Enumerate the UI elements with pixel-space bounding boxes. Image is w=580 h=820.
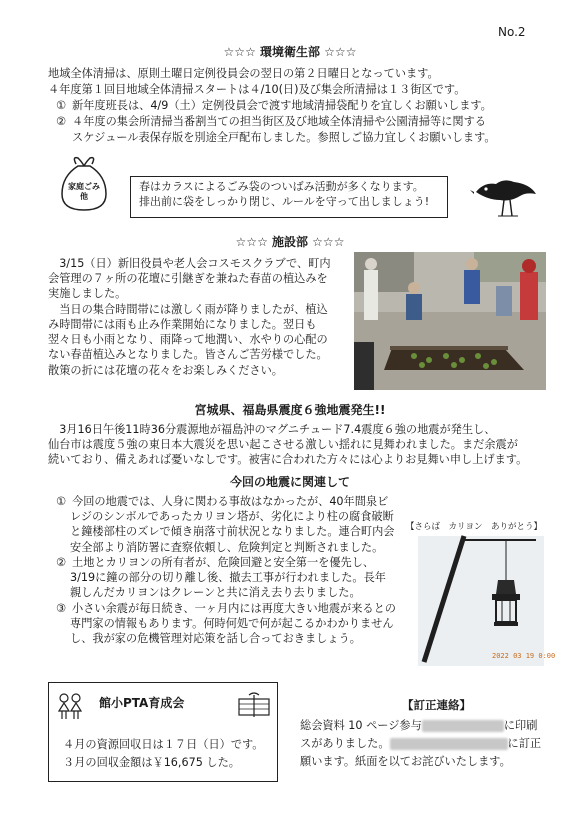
redacted-name-1 <box>422 720 504 732</box>
env-item-2-text-2: スケジュール表保存版を別途全戸配布しました。参照しご協力宜しくお願いします。 <box>72 131 496 144</box>
quake-item-1-line-1: 今回の地震では、人身に関わる事故はなかったが、40年間泉ビ <box>72 495 389 508</box>
env-line-2: ４年度第１回目地域全体清掃スタートは４/10(日)及び集会所清掃は１３街区です。 <box>48 83 466 96</box>
env-item-1 <box>56 98 492 113</box>
recycle-bundle-icon <box>237 691 271 719</box>
env-item-2-num: ② <box>56 115 67 128</box>
quake-item-1-line-4: 安全部より消防署に査察依頼し、危険判定と判断されました。 <box>70 540 384 554</box>
garbage-bag-illustration <box>56 154 112 214</box>
page-number: No.2 <box>498 25 526 39</box>
correction-line-1-a: 総会資料 10 ページ参与 <box>300 719 422 732</box>
correction-line-2-a: スがありました。 <box>300 737 390 750</box>
facility-line-2: 会管理の７ヶ所の花壇に引継ぎを兼ねた春苗の植込みを <box>48 272 328 286</box>
quake-item-2 <box>56 555 396 570</box>
quake-line-3: 続いており、備えあれば憂いなしです。被害に合われた方々には心よりお見舞い申し上げます。 <box>48 453 528 467</box>
garbage-bag-label: 家庭ごみ 他 <box>68 182 100 202</box>
quake-item-2-line-3: 親しんだカリヨンはクレーンと共に消え去り去りました。 <box>70 586 361 600</box>
correction-line-2 <box>300 736 541 751</box>
facility-line-5: み時間帯には雨も止み作業開始になりました。翌日も <box>48 317 317 331</box>
quake-item-2-line-1: 土地とカリヨンの所有者が、危険回避と安全第一を優先し、 <box>72 555 375 569</box>
quake-item-3-line-2: 専門家の情報もあります。何時何処で何が起こるかわかりません <box>70 616 394 630</box>
garden-planting-photo <box>354 252 546 390</box>
env-item-2 <box>56 114 486 129</box>
pta-line-2: ３月の回収金額は￥16,675 した。 <box>63 756 240 769</box>
redacted-name-2 <box>390 738 508 750</box>
correction-title: 【訂正連絡】 <box>402 698 471 712</box>
quake-item-1 <box>56 494 396 509</box>
quake-line-2: 仙台市は震度５強の東日本大震災を思い起こさせる激しい揺れに見舞われました。まだ余震が <box>48 438 518 452</box>
quake-heading: 宮城県、福島県震度６強地震発生!! <box>194 403 386 417</box>
quake-item-3-line-3: し、我が家の危機管理対応策を話し合っておきましょう。 <box>70 632 361 646</box>
quake-text <box>48 422 527 468</box>
correction-line-1 <box>300 718 537 733</box>
quake-item-2-line-2: 3/19に鐘の部分の切り離し後、撤去工事が行われました。長年 <box>70 571 386 585</box>
pta-line-1: ４月の資源回収日は１７日（日）です。 <box>63 738 264 751</box>
quake-item-3-line-1: 小さい余震が毎日続き、一ヶ月内には再度大きい地震が来るとの <box>72 601 396 615</box>
facility-text <box>48 256 331 378</box>
quake-line-1: 3月16日午後11時36分震源地が福島沖のマグニチュード7.4震度６強の地震が発生し、 <box>48 423 496 436</box>
env-item-1-text: 新年度班長は、4/9（土）定例役員会で渡す地域清掃袋配りを宜しくお願いします。 <box>72 99 492 112</box>
carillon-photo-caption: 【さらば カリヨン ありがとう】 <box>406 522 543 532</box>
quake-item-3 <box>56 601 396 616</box>
correction-line-1-b: に印刷 <box>503 719 538 732</box>
carillon-photo-date: 2022 03 19 0:00 <box>492 652 556 660</box>
env-line-1: 地域全体清掃は、原則土曜日定例役員会の翌日の第２日曜日となっています。 <box>48 67 439 80</box>
facility-heading: ☆☆☆ 施設部 ☆☆☆ <box>235 235 345 249</box>
quake-item-1-line-3: と鐘楼部柱のズレで傾き崩落寸前状況となりました。連合町内会 <box>70 525 395 539</box>
crow-illustration <box>470 170 540 220</box>
crow-notice-box <box>130 176 448 218</box>
env-item-2-text-1: ４年度の集会所清掃当番割当ての担当街区及び地域全体清掃や公園清掃等に関する <box>72 115 486 128</box>
facility-line-1: 3/15（日）新旧役員や老人会コスモスクラブで、町内 <box>48 257 331 270</box>
carillon-photo <box>418 536 556 666</box>
quake-list <box>56 494 396 646</box>
children-icon <box>55 691 85 721</box>
facility-line-8: 散策の折には花壇の花々をお楽しみください。 <box>48 363 283 377</box>
env-heading: ☆☆☆ 環境衛生部 ☆☆☆ <box>223 45 357 59</box>
crow-notice-line-2: 排出前に袋をしっかり閉じ、ルールを守って出しましょう! <box>139 194 430 208</box>
crow-icon <box>470 170 540 220</box>
quake-item-1-line-2: レジのシンボルであったカリヨン塔が、劣化により柱の腐食破断 <box>70 510 394 524</box>
quake-item-2-num: ② <box>56 555 67 569</box>
facility-line-3: 実施しました。 <box>48 287 127 301</box>
facility-line-6: 翌々日も小雨となり、雨降って地潤い、水やりの心配の <box>48 333 328 347</box>
facility-line-7: ない春苗植込みとなりました。皆さんご苦労様でした。 <box>48 348 328 362</box>
pta-title: 館小PTA育成会 <box>99 696 185 710</box>
quake-item-1-num: ① <box>56 495 67 508</box>
correction-line-2-b: に訂正 <box>507 737 542 750</box>
quake-sub-heading: 今回の地震に関連して <box>229 475 350 489</box>
env-item-1-num: ① <box>56 99 67 112</box>
facility-line-4: 当日の集合時間帯には激しく雨が降りましたが、植込 <box>48 302 328 316</box>
correction-line-3: 願います。紙面を以てお詫びいたします。 <box>300 755 511 768</box>
pta-box <box>48 682 278 782</box>
crow-notice-line-1: 春はカラスによるごみ袋のついばみ活動が多くなります。 <box>139 180 424 193</box>
quake-item-3-num: ③ <box>56 601 67 615</box>
